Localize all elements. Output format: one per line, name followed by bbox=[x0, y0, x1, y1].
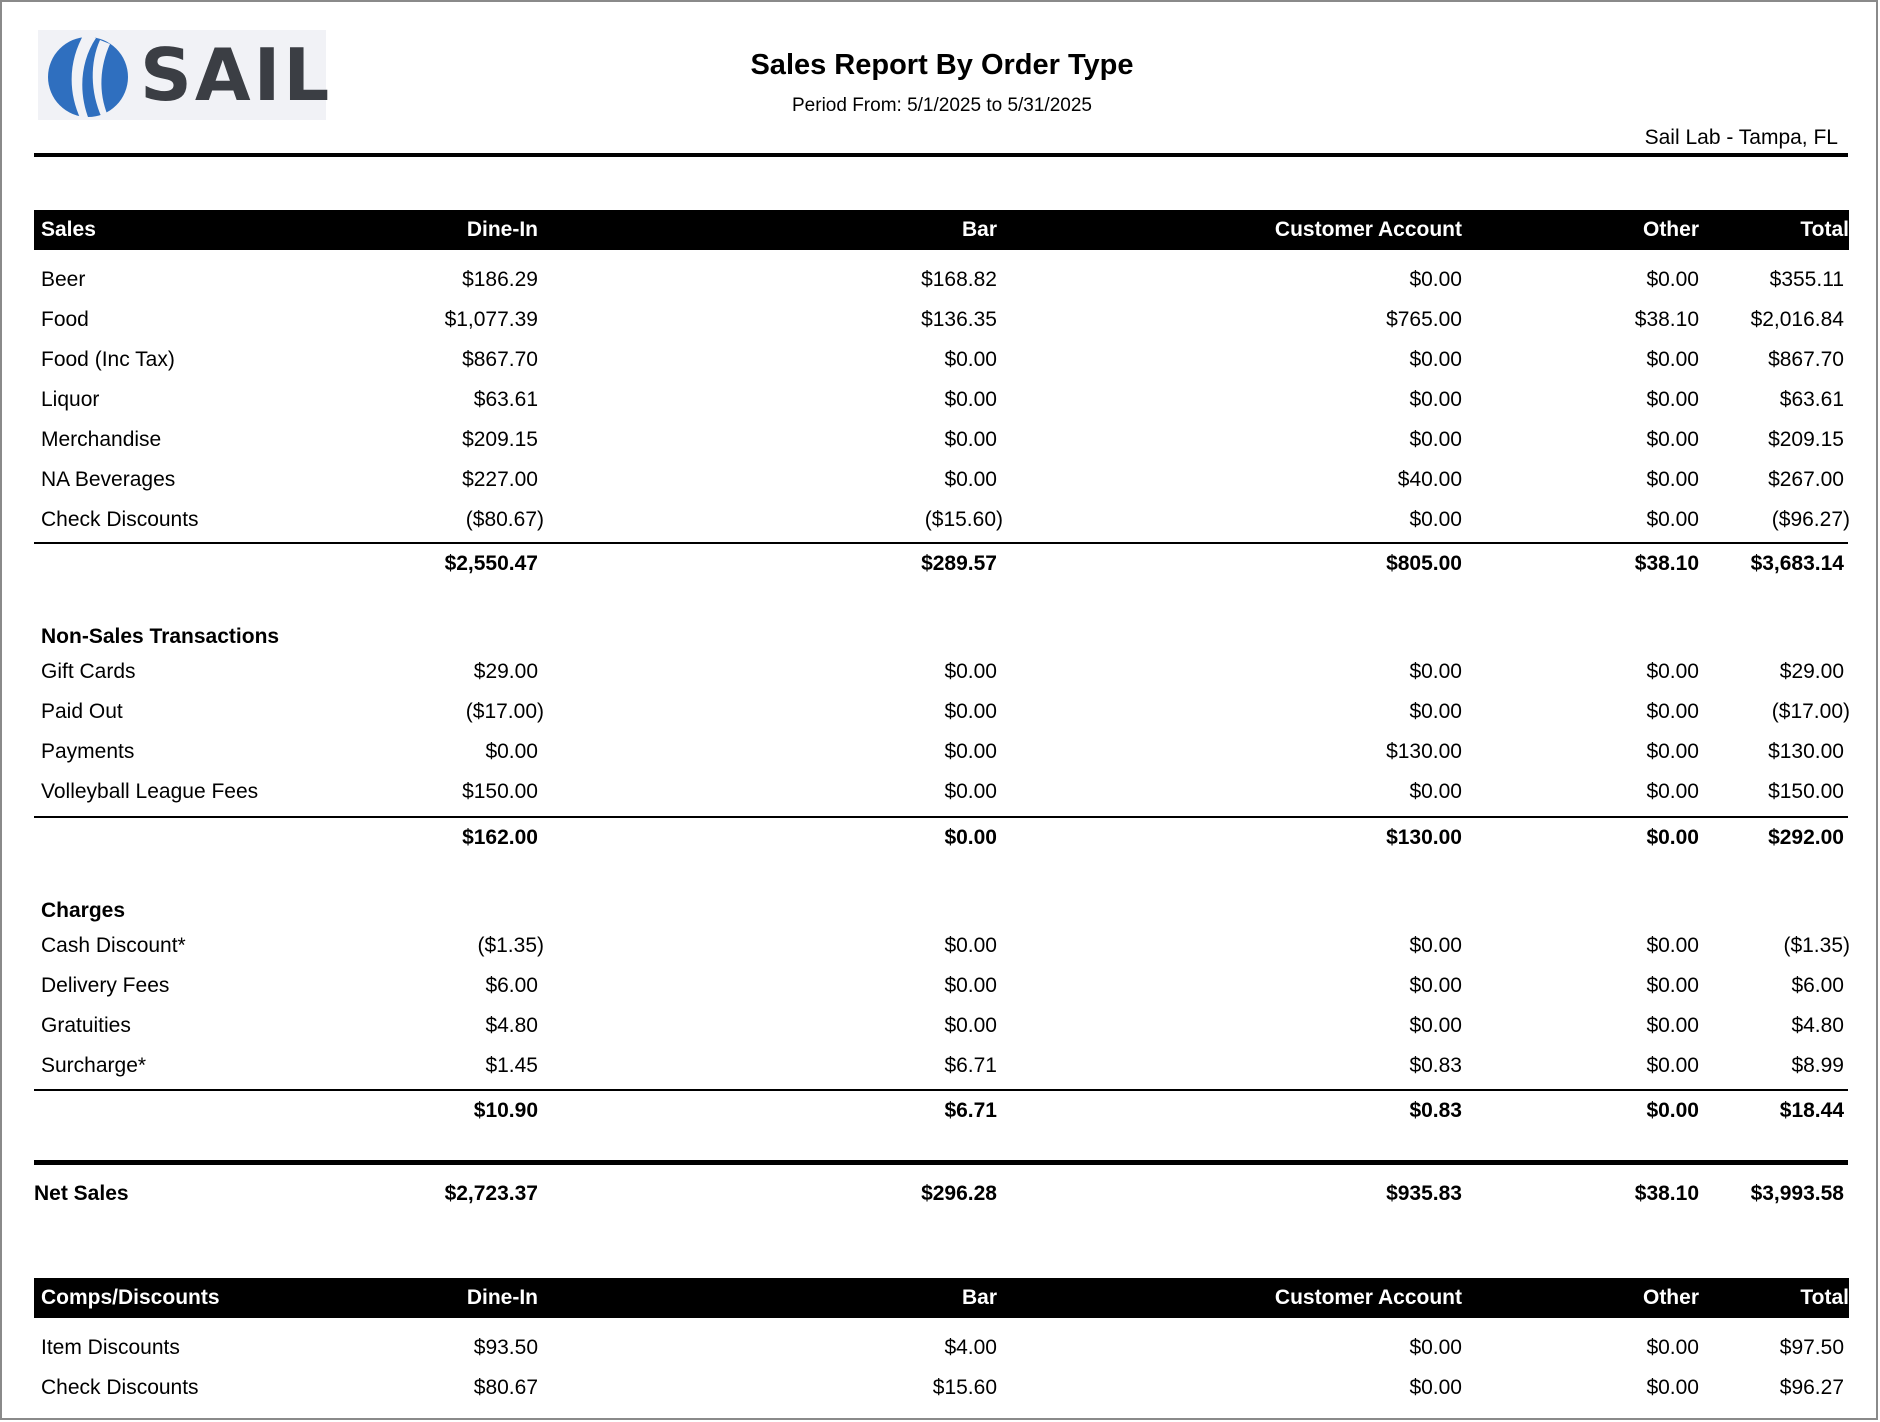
row-value: $0.00 bbox=[944, 974, 997, 997]
row-value: $0.00 bbox=[1409, 780, 1462, 803]
row-value: $0.00 bbox=[1646, 780, 1699, 803]
table-row bbox=[34, 420, 1849, 460]
row-value: $0.00 bbox=[485, 740, 538, 763]
logo-text: SAIL bbox=[140, 33, 333, 117]
row-value: $867.70 bbox=[462, 348, 538, 371]
table-row bbox=[34, 732, 1849, 772]
row-value: $0.00 bbox=[944, 740, 997, 763]
row-value: $29.00 bbox=[1779, 660, 1844, 683]
row-value: $38.10 bbox=[1634, 308, 1699, 331]
row-value: $0.00 bbox=[1646, 388, 1699, 411]
row-value: $4.00 bbox=[944, 1336, 997, 1359]
row-value: $765.00 bbox=[1386, 308, 1462, 331]
report-title: Sales Report By Order Type bbox=[750, 49, 1134, 81]
report-location: Sail Lab - Tampa, FL bbox=[1644, 126, 1838, 149]
row-value: $1.45 bbox=[485, 1054, 538, 1077]
row-value: $0.00 bbox=[1646, 934, 1699, 957]
comps-header-bar bbox=[34, 1278, 1849, 1318]
table-row bbox=[34, 380, 1849, 420]
net-sales-cell: $935.83 bbox=[1386, 1182, 1462, 1205]
net-sales-cell: $38.10 bbox=[1634, 1182, 1699, 1205]
row-value: $93.50 bbox=[473, 1336, 538, 1359]
row-value: $186.29 bbox=[462, 268, 538, 291]
net-sales-cell: $3,993.58 bbox=[1750, 1182, 1844, 1205]
row-value: $40.00 bbox=[1397, 468, 1462, 491]
column-header: Other bbox=[1642, 218, 1699, 241]
row-value: $0.00 bbox=[1646, 1336, 1699, 1359]
table-row bbox=[34, 966, 1849, 1006]
subtotal-cell: $6.71 bbox=[944, 1099, 997, 1122]
row-label: Beer bbox=[41, 268, 86, 291]
row-value: $0.83 bbox=[1409, 1054, 1462, 1077]
table-row bbox=[34, 652, 1849, 692]
column-header: Bar bbox=[961, 1286, 997, 1309]
row-value: $6.71 bbox=[944, 1054, 997, 1077]
row-value: $0.00 bbox=[1409, 428, 1462, 451]
row-value: $0.00 bbox=[1409, 700, 1462, 723]
row-value: $96.27 bbox=[1779, 1376, 1844, 1399]
row-value: $6.00 bbox=[485, 974, 538, 997]
net-sales-label: Net Sales bbox=[34, 1182, 129, 1205]
column-header: Total bbox=[1800, 1286, 1849, 1309]
row-label: Food (Inc Tax) bbox=[41, 348, 175, 371]
row-value: $150.00 bbox=[462, 780, 538, 803]
row-value: $6.00 bbox=[1791, 974, 1844, 997]
non-sales-section-title: Non-Sales Transactions bbox=[41, 625, 280, 648]
row-value: ($17.00) bbox=[465, 700, 544, 723]
subtotal-cell: $0.00 bbox=[1646, 826, 1699, 849]
row-value: $0.00 bbox=[1646, 1376, 1699, 1399]
table-row bbox=[34, 692, 1849, 732]
row-value: $0.00 bbox=[1646, 1014, 1699, 1037]
column-header: Customer Account bbox=[1274, 218, 1462, 241]
column-header: Other bbox=[1642, 1286, 1699, 1309]
subtotal-cell: $10.90 bbox=[473, 1099, 538, 1122]
row-value: $0.00 bbox=[1646, 660, 1699, 683]
column-header: Comps/Discounts bbox=[41, 1286, 220, 1309]
table-row bbox=[34, 1328, 1849, 1368]
row-label: Gratuities bbox=[41, 1014, 131, 1037]
row-value: $130.00 bbox=[1386, 740, 1462, 763]
net-sales-row bbox=[34, 1174, 1849, 1214]
report-period: Period From: 5/1/2025 to 5/31/2025 bbox=[792, 95, 1092, 116]
row-value: $0.00 bbox=[1646, 428, 1699, 451]
row-value: $867.70 bbox=[1768, 348, 1844, 371]
row-value: $0.00 bbox=[944, 660, 997, 683]
row-value: $0.00 bbox=[1409, 934, 1462, 957]
row-label: Gift Cards bbox=[41, 660, 136, 683]
charges-subtotal-row bbox=[34, 1091, 1849, 1131]
subtotal-cell: $292.00 bbox=[1768, 826, 1844, 849]
subtotal-cell: $2,550.47 bbox=[444, 552, 538, 575]
row-label: Cash Discount* bbox=[41, 934, 186, 957]
row-value: $80.67 bbox=[473, 1376, 538, 1399]
row-value: $0.00 bbox=[1646, 508, 1699, 531]
row-value: $168.82 bbox=[921, 268, 997, 291]
net-sales-cell: $296.28 bbox=[921, 1182, 997, 1205]
subtotal-cell: $0.83 bbox=[1409, 1099, 1462, 1122]
row-value: $2,016.84 bbox=[1750, 308, 1844, 331]
subtotal-cell: $18.44 bbox=[1779, 1099, 1844, 1122]
row-label: Check Discounts bbox=[41, 1376, 199, 1399]
row-value: ($80.67) bbox=[465, 508, 544, 531]
row-value: $136.35 bbox=[921, 308, 997, 331]
row-value: $97.50 bbox=[1779, 1336, 1844, 1359]
header-divider bbox=[34, 153, 1848, 157]
table-row bbox=[34, 260, 1849, 300]
table-row bbox=[34, 300, 1849, 340]
row-label: Paid Out bbox=[41, 700, 123, 723]
sail-logo-icon bbox=[40, 30, 136, 120]
row-value: $0.00 bbox=[944, 348, 997, 371]
row-value: $0.00 bbox=[1409, 508, 1462, 531]
row-value: ($17.00) bbox=[1771, 700, 1850, 723]
row-value: $4.80 bbox=[485, 1014, 538, 1037]
row-label: Check Discounts bbox=[41, 508, 199, 531]
row-value: $0.00 bbox=[944, 388, 997, 411]
net-sales-divider bbox=[34, 1160, 1848, 1165]
column-header: Bar bbox=[961, 218, 997, 241]
row-value: ($1.35) bbox=[477, 934, 544, 957]
net-sales-cell: $2,723.37 bbox=[444, 1182, 538, 1205]
row-label: Payments bbox=[41, 740, 135, 763]
row-value: $0.00 bbox=[1646, 740, 1699, 763]
row-value: $209.15 bbox=[462, 428, 538, 451]
row-value: $0.00 bbox=[1646, 348, 1699, 371]
sail-logo bbox=[38, 30, 333, 120]
subtotal-cell: $162.00 bbox=[462, 826, 538, 849]
subtotal-cell: $289.57 bbox=[921, 552, 997, 575]
table-row bbox=[34, 460, 1849, 500]
row-value: $130.00 bbox=[1768, 740, 1844, 763]
row-value: $0.00 bbox=[944, 428, 997, 451]
row-label: Food bbox=[41, 308, 89, 331]
column-header: Dine-In bbox=[466, 218, 538, 241]
row-value: $4.80 bbox=[1791, 1014, 1844, 1037]
row-value: $15.60 bbox=[932, 1376, 997, 1399]
row-value: $0.00 bbox=[1409, 388, 1462, 411]
row-value: $150.00 bbox=[1768, 780, 1844, 803]
row-value: $63.61 bbox=[1779, 388, 1844, 411]
row-value: ($15.60) bbox=[924, 508, 1003, 531]
subtotal-cell: $0.00 bbox=[944, 826, 997, 849]
row-value: ($1.35) bbox=[1783, 934, 1850, 957]
row-value: $0.00 bbox=[1409, 660, 1462, 683]
column-header: Customer Account bbox=[1274, 1286, 1462, 1309]
table-row bbox=[34, 340, 1849, 380]
subtotal-cell: $38.10 bbox=[1634, 552, 1699, 575]
row-value: $0.00 bbox=[1409, 974, 1462, 997]
row-value: $209.15 bbox=[1768, 428, 1844, 451]
row-value: $0.00 bbox=[1646, 468, 1699, 491]
row-value: $63.61 bbox=[473, 388, 538, 411]
table-row bbox=[34, 500, 1849, 540]
subtotal-cell: $3,683.14 bbox=[1750, 552, 1844, 575]
column-header: Total bbox=[1800, 218, 1849, 241]
row-value: $0.00 bbox=[1409, 1336, 1462, 1359]
row-label: Volleyball League Fees bbox=[41, 780, 259, 803]
row-value: $0.00 bbox=[1646, 1054, 1699, 1077]
row-value: $1,077.39 bbox=[444, 308, 538, 331]
column-header: Dine-In bbox=[466, 1286, 538, 1309]
row-value: $227.00 bbox=[462, 468, 538, 491]
row-label: NA Beverages bbox=[41, 468, 176, 491]
row-label: Surcharge* bbox=[41, 1054, 147, 1077]
row-value: $0.00 bbox=[944, 468, 997, 491]
row-value: $0.00 bbox=[944, 700, 997, 723]
non-sales-subtotal-row bbox=[34, 818, 1849, 858]
row-value: $0.00 bbox=[1409, 1014, 1462, 1037]
table-row bbox=[34, 1046, 1849, 1086]
row-value: $0.00 bbox=[1409, 348, 1462, 371]
table-row bbox=[34, 772, 1849, 812]
column-header: Sales bbox=[41, 218, 96, 241]
row-value: $0.00 bbox=[1409, 1376, 1462, 1399]
row-value: ($96.27) bbox=[1771, 508, 1850, 531]
row-label: Delivery Fees bbox=[41, 974, 170, 997]
row-value: $8.99 bbox=[1791, 1054, 1844, 1077]
row-value: $0.00 bbox=[1646, 700, 1699, 723]
charges-section-title: Charges bbox=[41, 899, 126, 922]
subtotal-cell: $0.00 bbox=[1646, 1099, 1699, 1122]
row-value: $29.00 bbox=[473, 660, 538, 683]
subtotal-cell: $130.00 bbox=[1386, 826, 1462, 849]
row-value: $267.00 bbox=[1768, 468, 1844, 491]
row-label: Merchandise bbox=[41, 428, 162, 451]
row-value: $0.00 bbox=[944, 934, 997, 957]
row-value: $0.00 bbox=[944, 780, 997, 803]
table-row bbox=[34, 1006, 1849, 1046]
row-value: $0.00 bbox=[944, 1014, 997, 1037]
sales-subtotal-row bbox=[34, 544, 1849, 584]
sales-header-bar bbox=[34, 210, 1849, 250]
table-row bbox=[34, 926, 1849, 966]
row-value: $355.11 bbox=[1769, 268, 1844, 291]
row-value: $0.00 bbox=[1409, 268, 1462, 291]
table-row bbox=[34, 1368, 1849, 1408]
subtotal-cell: $805.00 bbox=[1386, 552, 1462, 575]
row-label: Item Discounts bbox=[41, 1336, 180, 1359]
row-value: $0.00 bbox=[1646, 974, 1699, 997]
row-value: $0.00 bbox=[1646, 268, 1699, 291]
row-label: Liquor bbox=[41, 388, 100, 411]
